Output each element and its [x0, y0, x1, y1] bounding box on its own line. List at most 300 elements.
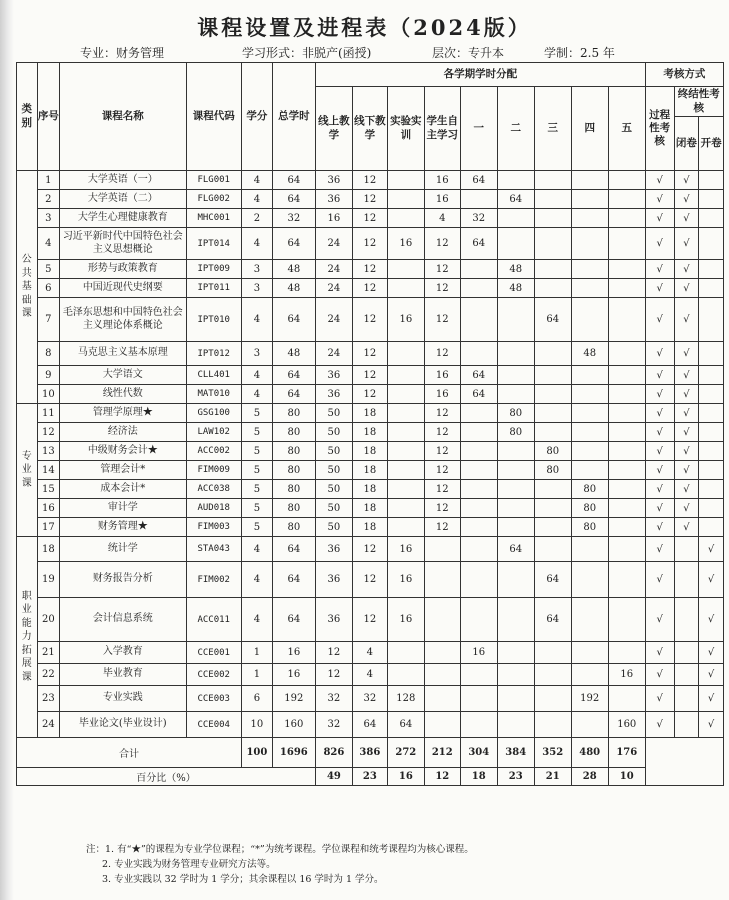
open-book-check: [699, 260, 724, 279]
course-code: MHC001: [186, 209, 241, 228]
semester-2-hours: [497, 461, 534, 480]
credits: 4: [241, 366, 272, 385]
course-code: CCE004: [186, 712, 241, 738]
table-row: [17, 342, 724, 366]
total-hours: 32: [272, 209, 315, 228]
semester-5-hours: [608, 518, 645, 537]
online-hours: 36: [315, 366, 352, 385]
percent-label: 百分比（%）: [17, 768, 316, 786]
semester-5-hours: [608, 260, 645, 279]
self-study-hours: 12: [424, 480, 460, 499]
semester-4-hours: [571, 171, 608, 190]
lab-hours: 16: [387, 228, 424, 260]
total-hours: 80: [272, 404, 315, 423]
semester-3-hours: [534, 404, 571, 423]
semester-1-hours: 64: [460, 385, 497, 404]
process-check: √: [645, 686, 674, 712]
category-practice: 职业能力拓展课: [17, 537, 38, 738]
offline-hours: 64: [352, 712, 387, 738]
closed-book-check: √: [674, 298, 699, 342]
course-name: 大学英语（二）: [60, 190, 186, 209]
online-hours: 32: [315, 686, 352, 712]
semester-3-hours: [534, 686, 571, 712]
total-hours: 80: [272, 423, 315, 442]
course-code: FLG001: [186, 171, 241, 190]
semester-2-hours: 48: [497, 279, 534, 298]
self-study-hours: 16: [424, 171, 460, 190]
semester-2-hours: [497, 686, 534, 712]
semester-2-hours: [497, 228, 534, 260]
closed-book-check: [674, 664, 699, 686]
semester-1-hours: [460, 686, 497, 712]
course-name: 毕业教育: [60, 664, 186, 686]
self-study-hours: 12: [424, 298, 460, 342]
closed-book-check: √: [674, 480, 699, 499]
lab-hours: [387, 342, 424, 366]
semester-3-hours: [534, 190, 571, 209]
process-check: √: [645, 228, 674, 260]
open-book-check: √: [699, 712, 724, 738]
credits: 1: [241, 642, 272, 664]
course-code: ACC038: [186, 480, 241, 499]
total-hours: 80: [272, 499, 315, 518]
semester-5-hours: [608, 298, 645, 342]
open-book-check: √: [699, 562, 724, 598]
closed-book-check: √: [674, 190, 699, 209]
self-study-hours: 12: [424, 442, 460, 461]
online-hours: 50: [315, 499, 352, 518]
table-row: [17, 712, 724, 738]
self-study-hours: 12: [424, 404, 460, 423]
semester-2-hours: [497, 712, 534, 738]
table-row: [17, 598, 724, 642]
process-check: √: [645, 598, 674, 642]
table-row: [17, 279, 724, 298]
lab-hours: 16: [387, 298, 424, 342]
offline-hours: 12: [352, 260, 387, 279]
course-name: 经济法: [60, 423, 186, 442]
semester-4-hours: [571, 642, 608, 664]
lab-hours: [387, 190, 424, 209]
semester-4-hours: [571, 442, 608, 461]
semester-3-hours: 64: [534, 598, 571, 642]
online-hours: 36: [315, 385, 352, 404]
course-code: CCE002: [186, 664, 241, 686]
header-semester-3: 三: [534, 87, 571, 171]
course-name: 习近平新时代中国特色社会主义思想概论: [60, 228, 186, 260]
course-name: 专业实践: [60, 686, 186, 712]
closed-book-check: √: [674, 442, 699, 461]
credits: 6: [241, 686, 272, 712]
table-row: [17, 686, 724, 712]
self-study-hours: 4: [424, 209, 460, 228]
closed-book-check: [674, 598, 699, 642]
row-index: 4: [37, 228, 60, 260]
offline-hours: 12: [352, 366, 387, 385]
course-code: AUD018: [186, 499, 241, 518]
semester-3-hours: [534, 664, 571, 686]
offline-hours: 18: [352, 499, 387, 518]
closed-book-check: [674, 537, 699, 562]
percent-s1: 18: [460, 768, 497, 786]
lab-hours: [387, 518, 424, 537]
lab-hours: 128: [387, 686, 424, 712]
semester-1-hours: 16: [460, 642, 497, 664]
open-book-check: √: [699, 598, 724, 642]
course-name: 成本会计*: [60, 480, 186, 499]
total-hours: 48: [272, 260, 315, 279]
course-code: STA043: [186, 537, 241, 562]
credits: 1: [241, 664, 272, 686]
course-name: 线性代数: [60, 385, 186, 404]
header-closed-book: 闭卷: [674, 117, 699, 171]
semester-4-hours: 80: [571, 499, 608, 518]
row-index: 21: [37, 642, 60, 664]
semester-3-hours: [534, 518, 571, 537]
credits: 3: [241, 279, 272, 298]
semester-3-hours: 80: [534, 442, 571, 461]
header-credits: 学分: [241, 63, 272, 171]
online-hours: 12: [315, 664, 352, 686]
semester-2-hours: [497, 664, 534, 686]
semester-2-hours: [497, 480, 534, 499]
closed-book-check: [674, 562, 699, 598]
semester-5-hours: [608, 686, 645, 712]
semester-1-hours: [460, 423, 497, 442]
total-hours: 80: [272, 518, 315, 537]
offline-hours: 18: [352, 423, 387, 442]
open-book-check: [699, 518, 724, 537]
course-name: 中国近现代史纲要: [60, 279, 186, 298]
semester-1-hours: [460, 712, 497, 738]
credits: 5: [241, 461, 272, 480]
row-index: 17: [37, 518, 60, 537]
process-check: √: [645, 366, 674, 385]
footnote-2: 2. 专业实践为财务管理专业研究方法等。: [102, 859, 276, 870]
semester-5-hours: [608, 642, 645, 664]
open-book-check: [699, 298, 724, 342]
semester-3-hours: [534, 385, 571, 404]
table-row: [17, 260, 724, 279]
semester-4-hours: [571, 190, 608, 209]
closed-book-check: [674, 642, 699, 664]
table-row: [17, 562, 724, 598]
total-hours: 64: [272, 598, 315, 642]
table-row: [17, 442, 724, 461]
self-study-hours: 12: [424, 461, 460, 480]
open-book-check: [699, 342, 724, 366]
online-hours: 50: [315, 480, 352, 499]
semester-3-hours: [534, 712, 571, 738]
header-index: 序号: [37, 63, 60, 171]
process-check: √: [645, 480, 674, 499]
process-check: √: [645, 385, 674, 404]
semester-2-hours: [497, 342, 534, 366]
semester-3-hours: [534, 537, 571, 562]
open-book-check: [699, 171, 724, 190]
semester-4-hours: [571, 712, 608, 738]
semester-2-hours: [497, 518, 534, 537]
semester-4-hours: 80: [571, 518, 608, 537]
semester-4-hours: 48: [571, 342, 608, 366]
semester-4-hours: [571, 562, 608, 598]
semester-5-hours: [608, 537, 645, 562]
lab-hours: [387, 171, 424, 190]
semester-4-hours: 80: [571, 480, 608, 499]
open-book-check: [699, 442, 724, 461]
header-semester-2: 二: [497, 87, 534, 171]
credits: 5: [241, 442, 272, 461]
course-name: 马克思主义基本原理: [60, 342, 186, 366]
lab-hours: 16: [387, 598, 424, 642]
header-offline: 线下教学: [352, 87, 387, 171]
semester-2-hours: [497, 642, 534, 664]
open-book-check: [699, 404, 724, 423]
total-s4: 480: [571, 738, 608, 768]
self-study-hours: [424, 642, 460, 664]
row-index: 7: [37, 298, 60, 342]
lab-hours: [387, 385, 424, 404]
semester-3-hours: [534, 423, 571, 442]
total-hours: 64: [272, 298, 315, 342]
offline-hours: 12: [352, 190, 387, 209]
semester-2-hours: 48: [497, 260, 534, 279]
self-study-hours: 12: [424, 228, 460, 260]
open-book-check: √: [699, 664, 724, 686]
header-semester-1: 一: [460, 87, 497, 171]
self-study-hours: [424, 598, 460, 642]
course-code: IPT011: [186, 279, 241, 298]
credits: 4: [241, 537, 272, 562]
semester-2-hours: [497, 385, 534, 404]
online-hours: 50: [315, 461, 352, 480]
online-hours: 36: [315, 171, 352, 190]
semester-3-hours: 80: [534, 461, 571, 480]
semester-4-hours: [571, 664, 608, 686]
open-book-check: [699, 461, 724, 480]
process-check: √: [645, 260, 674, 279]
closed-book-check: √: [674, 366, 699, 385]
row-index: 5: [37, 260, 60, 279]
total-hours: 64: [272, 366, 315, 385]
process-check: √: [645, 499, 674, 518]
semester-2-hours: 80: [497, 404, 534, 423]
semester-3-hours: [534, 342, 571, 366]
self-study-hours: 16: [424, 366, 460, 385]
percent-self: 12: [424, 768, 460, 786]
row-index: 13: [37, 442, 60, 461]
semester-1-hours: [460, 279, 497, 298]
credits: 4: [241, 298, 272, 342]
header-semester-4: 四: [571, 87, 608, 171]
offline-hours: 18: [352, 404, 387, 423]
process-check: √: [645, 190, 674, 209]
header-online: 线上教学: [315, 87, 352, 171]
process-check: √: [645, 171, 674, 190]
header-course-code: 课程代码: [186, 63, 241, 171]
closed-book-check: [674, 686, 699, 712]
semester-5-hours: [608, 342, 645, 366]
semester-5-hours: [608, 190, 645, 209]
row-index: 3: [37, 209, 60, 228]
semester-1-hours: [460, 537, 497, 562]
closed-book-check: √: [674, 518, 699, 537]
self-study-hours: 16: [424, 190, 460, 209]
process-check: √: [645, 712, 674, 738]
semester-2-hours: [497, 598, 534, 642]
closed-book-check: √: [674, 342, 699, 366]
semester-5-hours: [608, 423, 645, 442]
total-s3: 352: [534, 738, 571, 768]
online-hours: 36: [315, 598, 352, 642]
semester-2-hours: 80: [497, 423, 534, 442]
table-row: [17, 385, 724, 404]
total-hours: 1696: [272, 738, 315, 768]
offline-hours: 12: [352, 562, 387, 598]
open-book-check: √: [699, 686, 724, 712]
closed-book-check: √: [674, 499, 699, 518]
credits: 5: [241, 499, 272, 518]
row-index: 15: [37, 480, 60, 499]
online-hours: 36: [315, 537, 352, 562]
semester-5-hours: [608, 461, 645, 480]
header-lab: 实验实训: [387, 87, 424, 171]
process-check: √: [645, 461, 674, 480]
semester-5-hours: [608, 404, 645, 423]
online-hours: 24: [315, 228, 352, 260]
process-check: √: [645, 537, 674, 562]
meta-major: 专业：财务管理: [80, 46, 165, 60]
total-row: [17, 738, 724, 768]
course-code: CCE001: [186, 642, 241, 664]
row-index: 6: [37, 279, 60, 298]
course-name: 审计学: [60, 499, 186, 518]
course-name: 财务报告分析: [60, 562, 186, 598]
semester-4-hours: [571, 423, 608, 442]
total-credit: 100: [241, 738, 272, 768]
semester-5-hours: [608, 366, 645, 385]
semester-3-hours: [534, 642, 571, 664]
course-code: IPT009: [186, 260, 241, 279]
closed-book-check: √: [674, 461, 699, 480]
online-hours: 50: [315, 518, 352, 537]
course-name: 统计学: [60, 537, 186, 562]
semester-5-hours: [608, 598, 645, 642]
offline-hours: 12: [352, 228, 387, 260]
semester-4-hours: [571, 209, 608, 228]
footnotes: [86, 842, 716, 887]
self-study-hours: [424, 686, 460, 712]
header-total-hours: 总学时: [272, 63, 315, 171]
total-online: 826: [315, 738, 352, 768]
self-study-hours: 12: [424, 279, 460, 298]
lab-hours: [387, 279, 424, 298]
closed-book-check: √: [674, 404, 699, 423]
online-hours: 50: [315, 423, 352, 442]
semester-4-hours: [571, 461, 608, 480]
course-name: 管理会计*: [60, 461, 186, 480]
table-row: [17, 171, 724, 190]
credits: 4: [241, 190, 272, 209]
offline-hours: 18: [352, 442, 387, 461]
lab-hours: [387, 423, 424, 442]
lab-hours: [387, 480, 424, 499]
semester-5-hours: [608, 480, 645, 499]
semester-3-hours: [534, 260, 571, 279]
table-row: [17, 423, 724, 442]
header-course-name: 课程名称: [60, 63, 186, 171]
process-check: √: [645, 298, 674, 342]
semester-2-hours: [497, 442, 534, 461]
semester-1-hours: [460, 190, 497, 209]
open-book-check: [699, 279, 724, 298]
self-study-hours: [424, 712, 460, 738]
page-title: 课程设置及进程表（2024版）: [197, 15, 532, 40]
process-check: √: [645, 664, 674, 686]
row-index: 22: [37, 664, 60, 686]
total-hours: 64: [272, 228, 315, 260]
meta-study-form: 学习形式：非脱产(函授): [242, 46, 372, 60]
semester-3-hours: [534, 366, 571, 385]
row-index: 24: [37, 712, 60, 738]
online-hours: 16: [315, 209, 352, 228]
lab-hours: [387, 442, 424, 461]
semester-2-hours: [497, 562, 534, 598]
credits: 2: [241, 209, 272, 228]
credits: 4: [241, 562, 272, 598]
process-check: √: [645, 342, 674, 366]
course-code: GSG100: [186, 404, 241, 423]
header-semester-group: 各学期学时分配: [315, 63, 645, 87]
offline-hours: 32: [352, 686, 387, 712]
header-assessment: 考核方式: [645, 63, 723, 87]
closed-book-check: √: [674, 279, 699, 298]
semester-2-hours: 64: [497, 190, 534, 209]
semester-1-hours: 64: [460, 228, 497, 260]
lab-hours: 64: [387, 712, 424, 738]
total-hours: 192: [272, 686, 315, 712]
open-book-check: √: [699, 642, 724, 664]
table-row: [17, 461, 724, 480]
percent-s2: 23: [497, 768, 534, 786]
percent-s5: 10: [608, 768, 645, 786]
row-index: 20: [37, 598, 60, 642]
credits: 5: [241, 404, 272, 423]
self-study-hours: 12: [424, 342, 460, 366]
semester-1-hours: [460, 562, 497, 598]
semester-4-hours: [571, 404, 608, 423]
course-code: IPT012: [186, 342, 241, 366]
open-book-check: √: [699, 537, 724, 562]
total-s1: 304: [460, 738, 497, 768]
semester-1-hours: [460, 480, 497, 499]
footnote-3: 3. 专业实践以 32 学时为 1 学分；其余课程以 16 学时为 1 学分。: [102, 874, 384, 885]
semester-2-hours: [497, 366, 534, 385]
online-hours: 24: [315, 342, 352, 366]
semester-2-hours: [497, 298, 534, 342]
open-book-check: [699, 385, 724, 404]
closed-book-check: √: [674, 171, 699, 190]
total-s5: 176: [608, 738, 645, 768]
total-lab: 272: [387, 738, 424, 768]
total-hours: 48: [272, 279, 315, 298]
course-code: FIM002: [186, 562, 241, 598]
course-code: ACC011: [186, 598, 241, 642]
semester-4-hours: [571, 279, 608, 298]
lab-hours: [387, 260, 424, 279]
total-hours: 16: [272, 664, 315, 686]
open-book-check: [699, 209, 724, 228]
